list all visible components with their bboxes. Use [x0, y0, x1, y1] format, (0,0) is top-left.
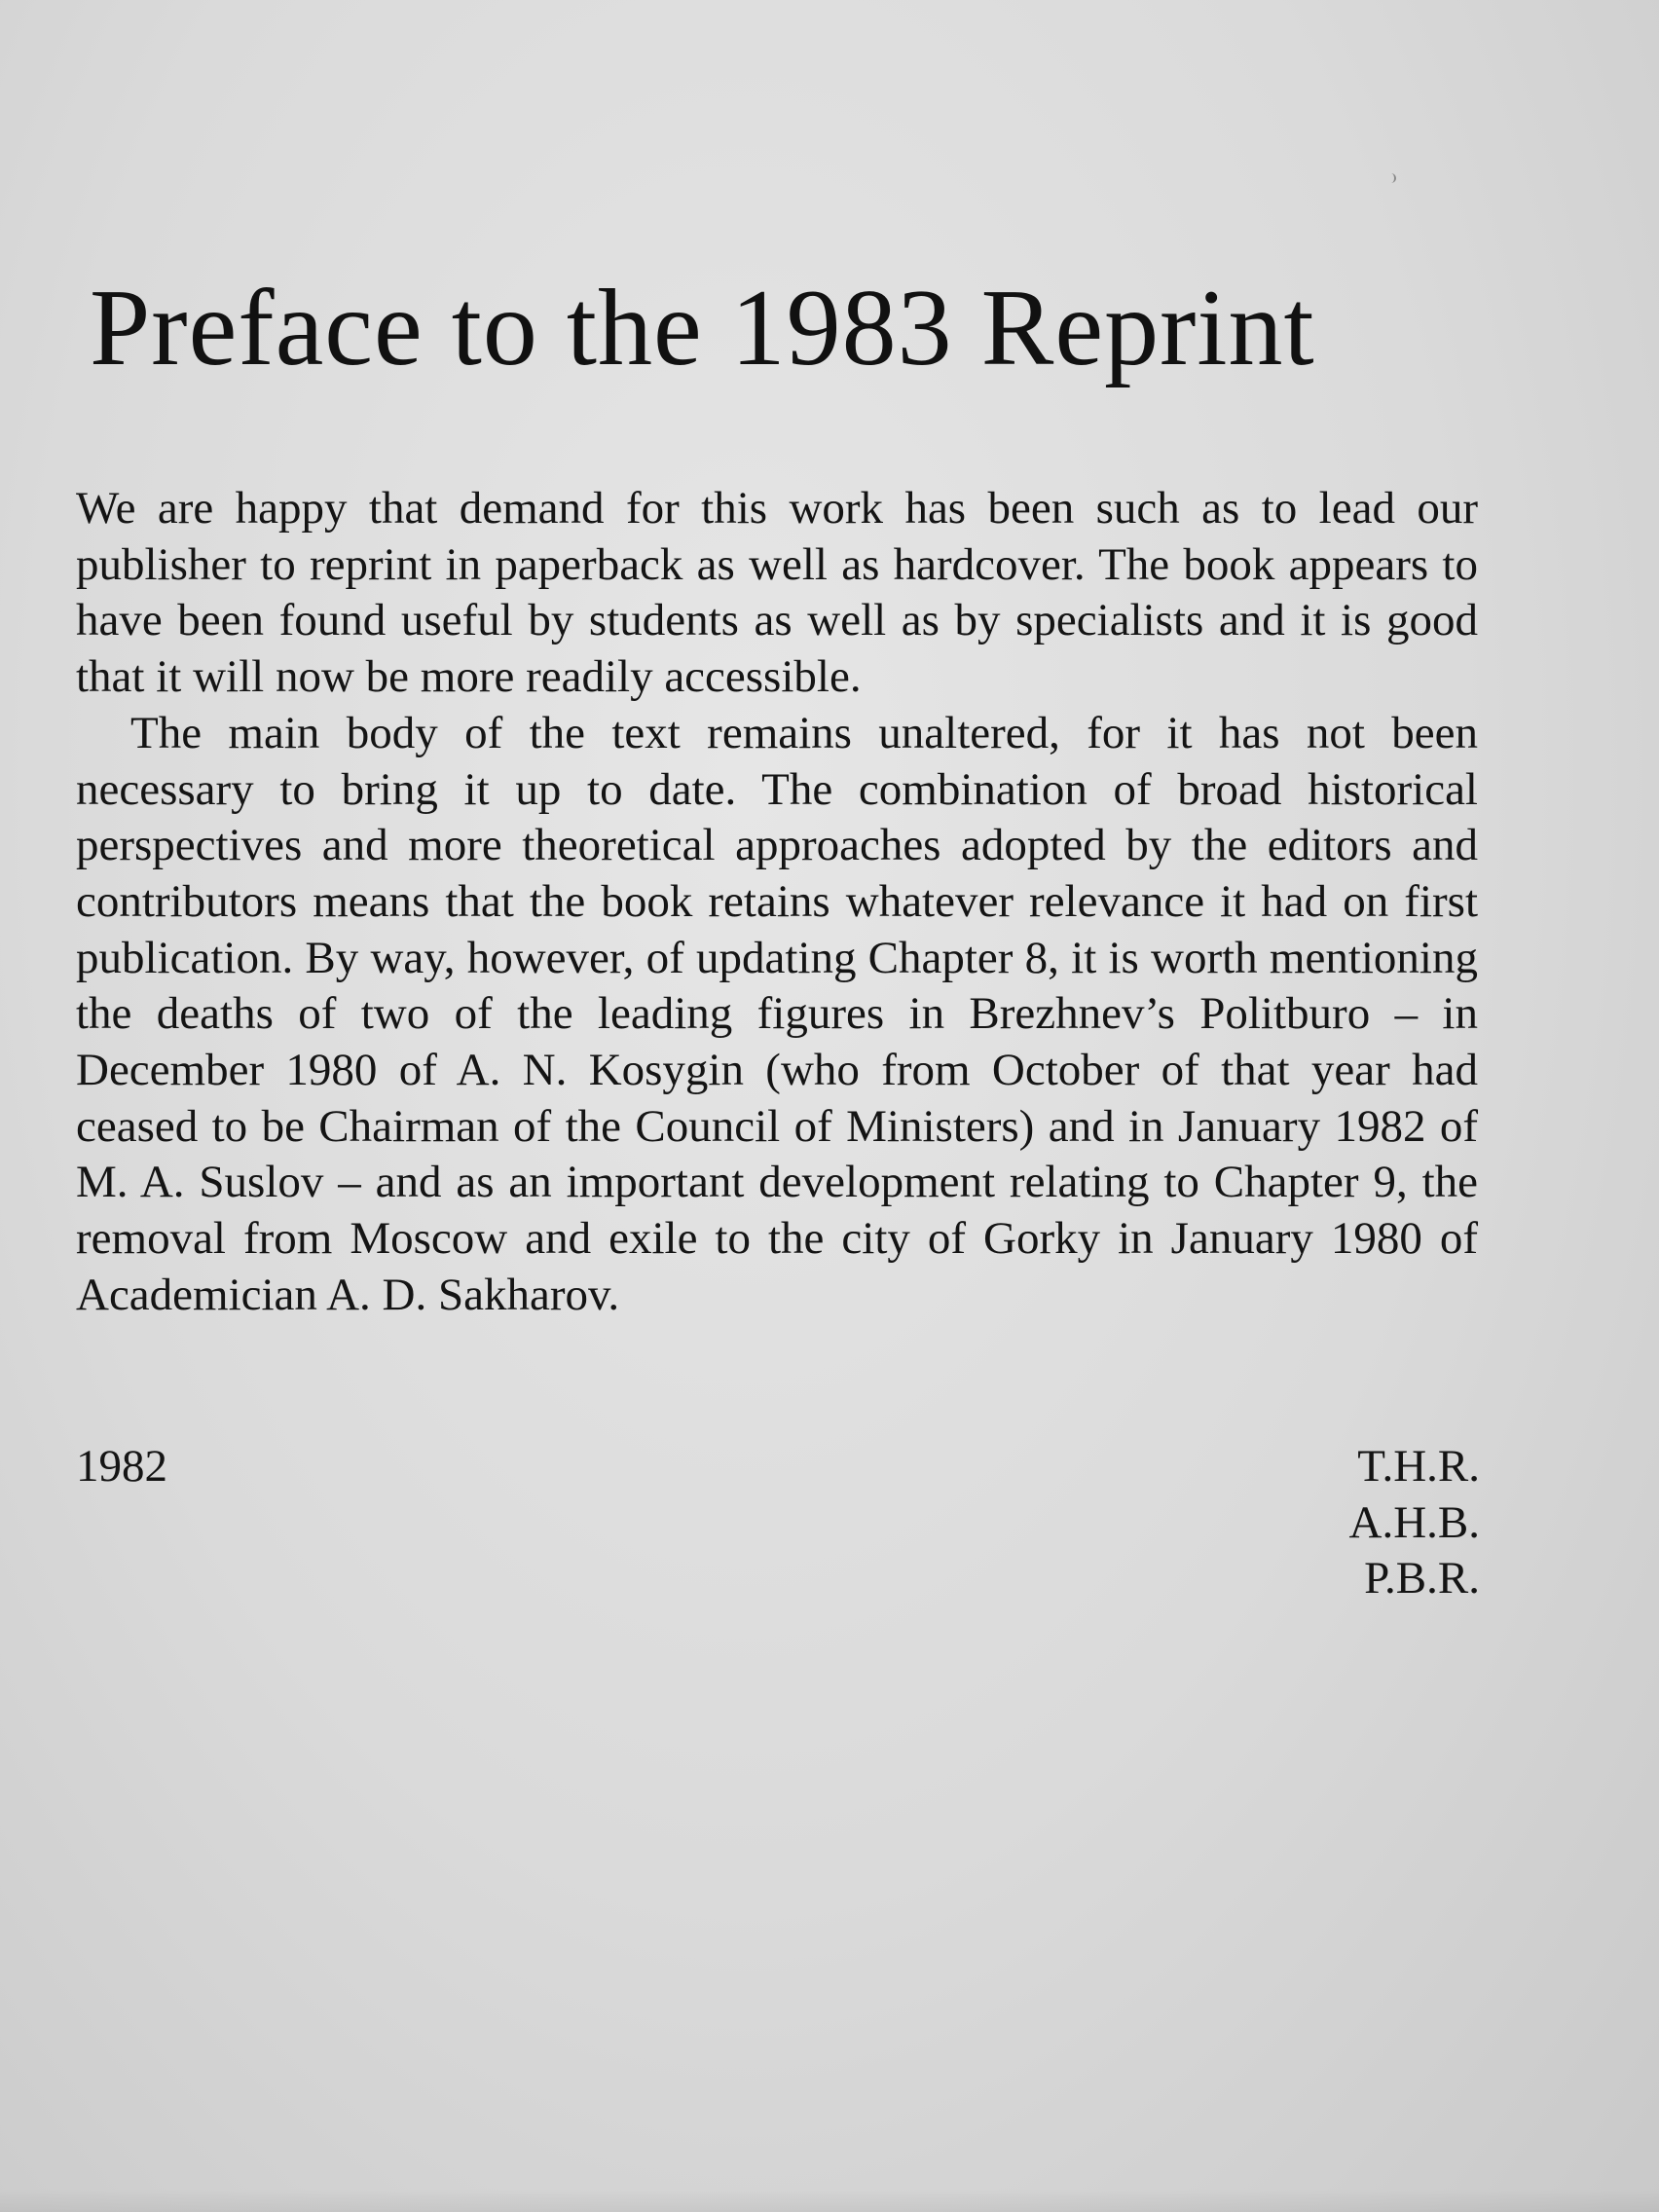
page-bottom-edge	[0, 2189, 1659, 2212]
signoff-year: 1982	[76, 1441, 167, 1492]
initials-2: A.H.B.	[1348, 1496, 1480, 1548]
page-title: Preface to the 1983 Reprint	[90, 268, 1315, 388]
initials-3: P.B.R.	[1364, 1553, 1480, 1604]
page-mark	[1386, 173, 1396, 183]
preface-body	[76, 481, 1478, 1324]
signoff-initials	[1349, 1439, 1480, 1607]
paragraph-1: We are happy that demand for this work has been such as to lead our publisher to reprint in paperback as well as hardcover. The book appears to have been found useful by students as well as by specialists and it is good that it will now be more readily accessible.	[76, 483, 1478, 703]
paragraph-2: The main body of the text remains unaltered, for it has not been necessary to bring it up to date. The combination of broad historical perspectives and more theoretical approaches adopted by the editors and contributors means that the book retains whatever relevance it had on first publication. By way, however, of updating Chapter 8, it is worth mentioning the deaths of two of the leading figures in Brezhnev’s Politburo – in December 1980 of A. N. Kosygin (who from October of that year had ceased to be Chairman of the Council of Ministers) and in January 1982 of M. A. Suslov – and as an important development relating to Chapter 9, the removal from Moscow and exile to the city of Gorky in January 1980 of Academician A. D. Sakharov.	[76, 707, 1478, 1320]
initials-1: T.H.R.	[1357, 1441, 1480, 1492]
